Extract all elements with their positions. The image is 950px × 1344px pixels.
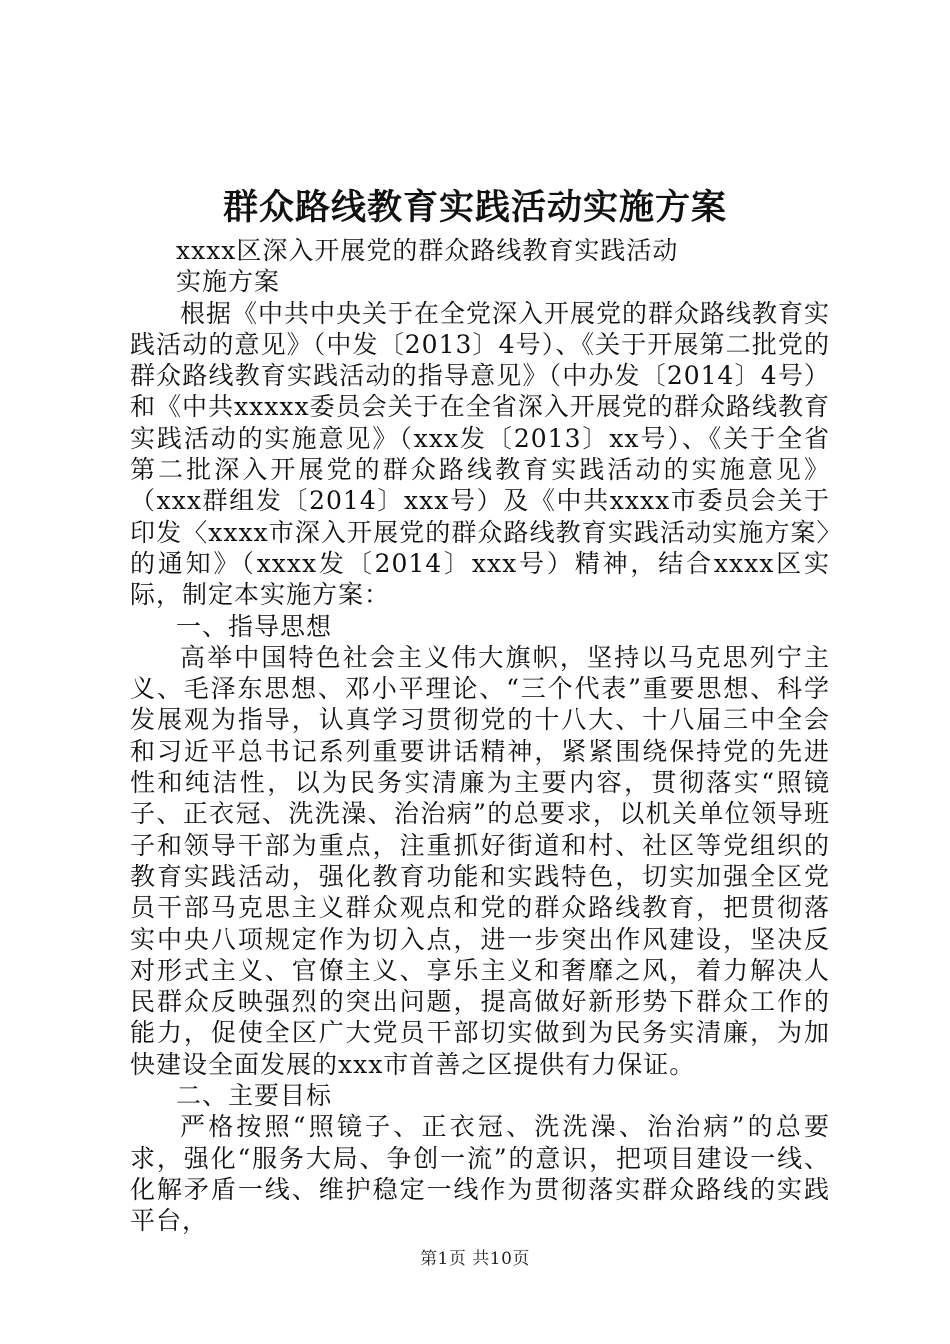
guiding-ideology-paragraph: 高举中国特色社会主义伟大旗帜，坚持以马克思列宁主义、毛泽东思想、邓小平理论、“三个代表”重要思想、科学发展观为指导，认真学习贯彻党的十八大、十八届三中全会和习近平总书记系列重要讲话精神，紧紧围绕保持党的先进性和纯洁性，以为民务实清廉为主要内容，贯彻落实“照镜子、正衣冠、洗洗澡、治治病”的总要求，以机关单位领导班子和领导干部为重点，注重抓好街道和村、社区等党组织的教育实践活动，强化教育功能和实践特色，切实加强全区党员干部马克思主义群众观点和党的群众路线教育，把贯彻落实中央八项规定作为切入点，进一步突出作风建设，坚决反对形式主义、官僚主义、享乐主义和奢靡之风，着力解决人民群众反映强烈的突出问题，提高做好新形势下群众工作的能力，促使全区广大党员干部切实做到为民务实清廉，为加快建设全面发展的xxx市首善之区提供有力保证。 — [130, 642, 830, 1079]
section-heading-main-goals: 二、主要目标 — [176, 1081, 333, 1111]
intro-paragraph: 根据《中共中央关于在全党深入开展党的群众路线教育实践活动的意见》（中发〔2013〕4号）、《关于开展第二批党的群众路线教育实践活动的指导意见》（中办发〔2014〕4号）和《中共xxxxx委员会关于在全省深入开展党的群众路线教育实践活动的实施意见》（xxx发〔2013〕xx号）、《关于全省第二批深入开展党的群众路线教育实践活动的实施意见》（xxx群组发〔2014〕xxx号）及《中共xxxx市委员会关于印发〈xxxx市深入开展党的群众路线教育实践活动实施方案〉的通知》（xxxx发〔2014〕xxx号）精神，结合xxxx区实际，制定本实施方案： — [130, 298, 831, 610]
section-heading-guiding-ideology: 一、指导思想 — [176, 611, 333, 641]
document-title: 群众路线教育实践活动实施方案 — [222, 187, 727, 228]
page-number-footer: 第1页 共10页 — [420, 1249, 530, 1269]
main-goals-paragraph: 严格按照“照镜子、正衣冠、洗洗澡、治治病”的总要求，强化“服务大局、争创一流”的意识，把项目建设一线、化解矛盾一线、维护稳定一线作为贯彻落实群众路线的实践平台， — [130, 1112, 830, 1236]
subtitle-line-1: xxxx区深入开展党的群众路线教育实践活动 — [176, 236, 679, 265]
subtitle-line-2: 实施方案 — [176, 267, 281, 297]
document-body — [130, 235, 830, 1237]
